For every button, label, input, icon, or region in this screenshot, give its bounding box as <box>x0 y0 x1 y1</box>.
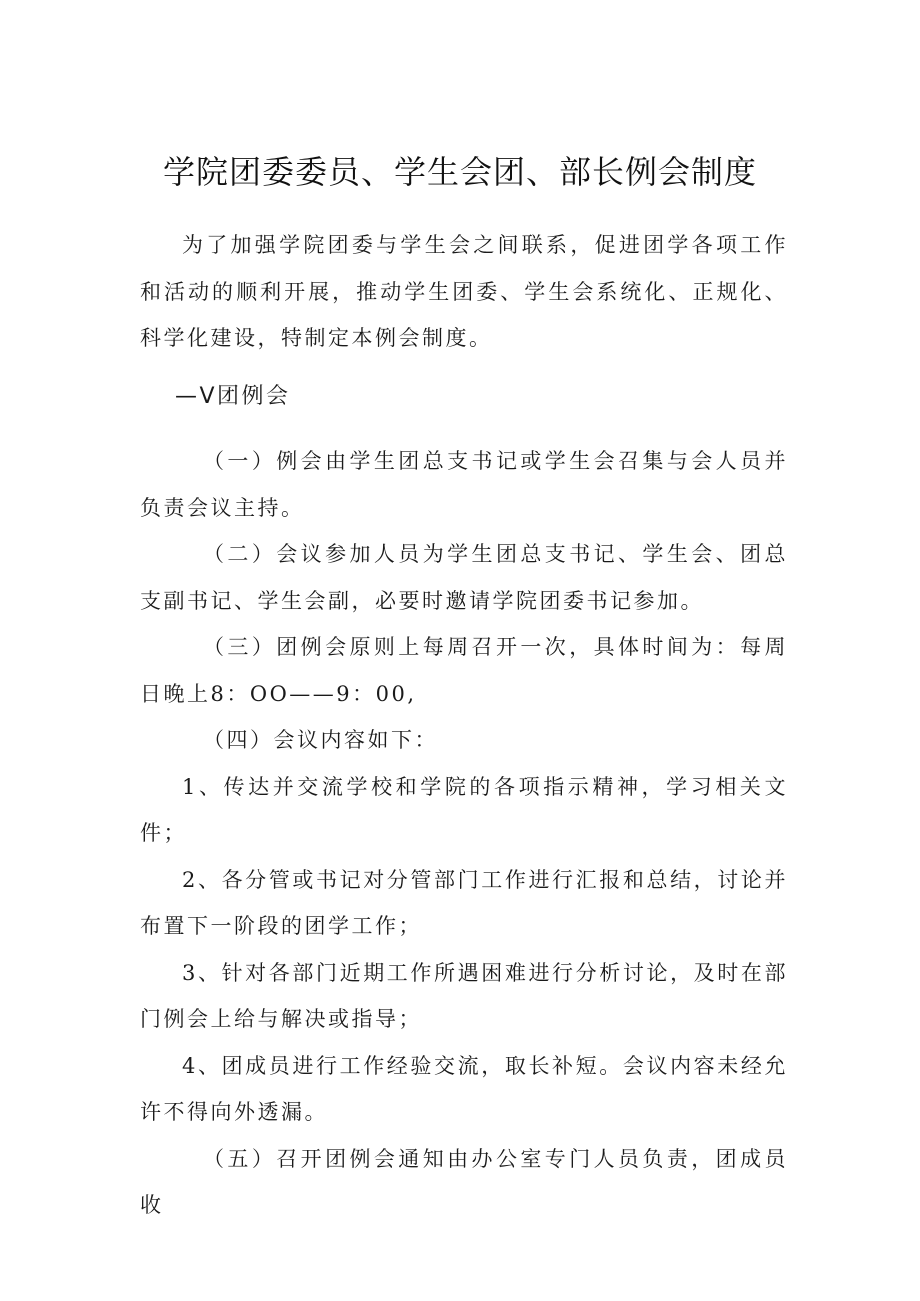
clause-paragraph: （四）会议内容如下： <box>203 728 438 752</box>
clause-paragraph: （五）召开团例会通知由办公室专门人员负责，团成员收 <box>140 1146 788 1217</box>
document-title: 学院团委委员、学生会团、部长例会制度 <box>162 153 757 191</box>
document-body <box>140 222 788 1229</box>
list-item-paragraph: 3、针对各部门近期工作所遇困难进行分析讨论，及时在部门例会上给与解决或指导； <box>140 960 788 1031</box>
list-item-paragraph: 4、团成员进行工作经验交流，取长补短。会议内容未经允许不得向外透漏。 <box>140 1053 788 1124</box>
list-item-paragraph: 1、传达并交流学校和学院的各项指示精神，学习相关文件； <box>140 774 788 845</box>
clause-paragraph: （三）团例会原则上每周召开一次，具体时间为：每周日晚上8：OO——9：00, <box>140 635 788 706</box>
intro-paragraph: 为了加强学院团委与学生会之间联系，促进团学各项工作和活动的顺利开展，推动学生团委、学生会系统化、正规化、科学化建设，特制定本例会制度。 <box>140 233 788 350</box>
clause-paragraph: （二）会议参加人员为学生团总支书记、学生会、团总支副书记、学生会副，必要时邀请学院团委书记参加。 <box>140 542 788 613</box>
list-item-paragraph: 2、各分管或书记对分管部门工作进行汇报和总结，讨论并布置下一阶段的团学工作； <box>140 867 788 938</box>
section-heading: —V团例会 <box>175 383 291 409</box>
clause-paragraph: （一）例会由学生团总支书记或学生会召集与会人员并负责会议主持。 <box>140 449 788 520</box>
